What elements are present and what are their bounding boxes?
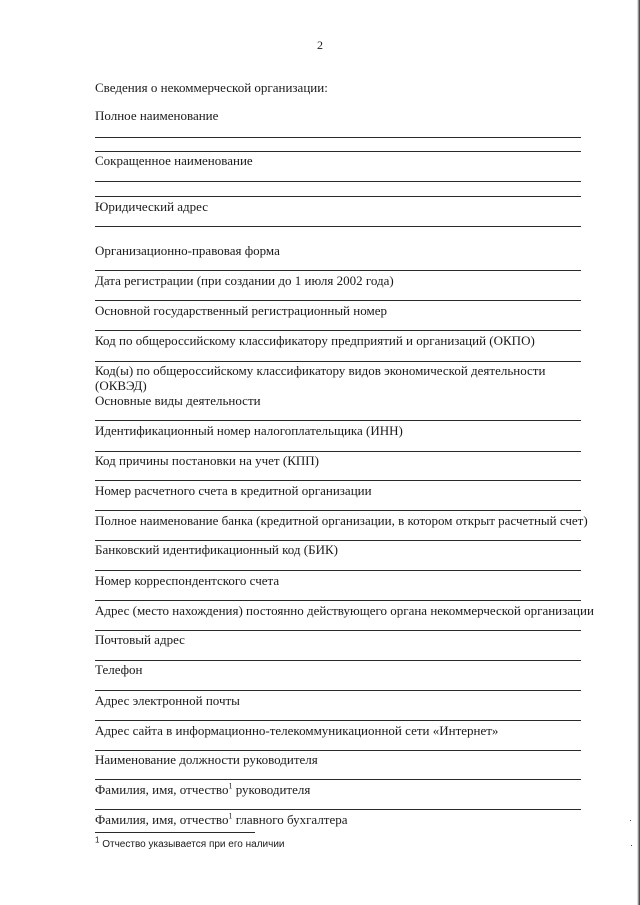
field-correspondent-account-label: Номер корреспондентского счета [95,573,280,588]
field-short-name-line[interactable] [95,181,581,182]
field-okpo-line[interactable] [95,361,581,362]
field-accountant-name-text: Фамилия, имя, отчество [95,812,229,827]
footnote-reference: 1 [228,781,233,791]
page-number: 2 [317,38,323,52]
section-heading: Сведения о некоммерческой организации: [95,80,328,95]
field-legal-address-label: Юридический адрес [95,199,209,214]
footnote-marker: 1 [95,835,100,845]
scan-speck [630,820,631,821]
field-ogrn-line[interactable] [95,330,581,331]
field-registration-date-label: Дата регистрации (при создании до 1 июля 2002 года) [95,273,394,288]
scan-speck [631,845,632,846]
field-okved-label: Код(ы) по общероссийскому классификатору видов экономической деятельности [95,363,546,378]
field-full-name-label: Полное наименование [95,108,219,123]
field-email-line[interactable] [95,720,581,721]
field-ogrn-label: Основной государственный регистрационный номер [95,303,387,318]
field-settlement-account-label: Номер расчетного счета в кредитной организации [95,483,372,498]
field-legal-form-label: Организационно-правовая форма [95,243,280,258]
field-kpp-line[interactable] [95,480,581,481]
field-kpp-label: Код причины постановки на учет (КПП) [95,453,319,468]
field-activities-label: Основные виды деятельности [95,393,261,408]
field-head-name-label [95,782,310,797]
field-head-name-line[interactable] [95,809,581,810]
field-head-position-line[interactable] [95,779,581,780]
field-legal-address-line[interactable] [95,226,581,227]
footnote [95,835,285,850]
field-website-label: Адрес сайта в информационно-телекоммуникационной сети «Интернет» [95,723,499,738]
field-okved-label-line2: (ОКВЭД) [95,378,147,393]
field-governing-body-address-label: Адрес (место нахождения) постоянно действующего органа некоммерческой организации [95,603,594,618]
field-postal-address-label: Почтовый адрес [95,632,185,647]
field-short-name-line-2[interactable] [95,196,581,197]
field-registration-date-line[interactable] [95,300,581,301]
field-full-name-line-2[interactable] [95,151,581,152]
field-inn-line[interactable] [95,451,581,452]
field-accountant-name-label [95,812,348,827]
field-activities-line[interactable] [95,420,581,421]
field-email-label: Адрес электронной почты [95,693,240,708]
field-bik-label: Банковский идентификационный код (БИК) [95,542,338,557]
field-legal-form-line[interactable] [95,270,581,271]
field-okpo-label: Код по общероссийскому классификатору предприятий и организаций (ОКПО) [95,333,535,348]
field-inn-label: Идентификационный номер налогоплательщика (ИНН) [95,423,403,438]
field-full-name-line[interactable] [95,137,581,138]
field-governing-body-address-line[interactable] [95,630,581,631]
field-phone-label: Телефон [95,662,143,677]
field-bik-line[interactable] [95,570,581,571]
field-correspondent-account-line[interactable] [95,600,581,601]
field-short-name-label: Сокращенное наименование [95,153,253,168]
field-head-name-text-after: руководителя [232,782,311,797]
footnote-reference: 1 [228,811,233,821]
footnote-separator [95,832,255,833]
field-website-line[interactable] [95,750,581,751]
field-bank-name-line[interactable] [95,540,581,541]
field-head-position-label: Наименование должности руководителя [95,752,318,767]
field-head-name-text: Фамилия, имя, отчество [95,782,229,797]
field-bank-name-label: Полное наименование банка (кредитной организации, в котором открыт расчетный счет) [95,513,588,528]
field-settlement-account-line[interactable] [95,510,581,511]
field-accountant-name-text-after: главного бухгалтера [232,812,348,827]
field-phone-line[interactable] [95,690,581,691]
field-postal-address-line[interactable] [95,660,581,661]
footnote-text: Отчество указывается при его наличии [99,839,285,850]
